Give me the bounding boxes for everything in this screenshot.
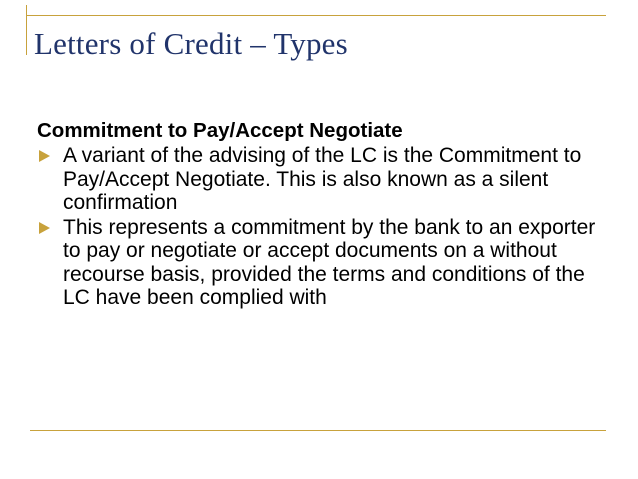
bullet-list (37, 144, 607, 310)
frame-left-line (26, 5, 27, 55)
bullet-item (37, 216, 607, 310)
subheading: Commitment to Pay/Accept Negotiate (37, 119, 403, 142)
frame-bottom-line (30, 430, 606, 431)
bullet-text: This represents a commitment by the bank to an exporter to pay or negotiate or accept documents on a without recourse basis, provided the terms and conditions of the LC have been complied with (63, 215, 596, 309)
frame-top-line (26, 15, 606, 16)
triangle-bullet-icon (39, 150, 50, 162)
slide-content (37, 119, 607, 311)
triangle-bullet-icon (39, 222, 50, 234)
bullet-item (37, 144, 607, 215)
bullet-text: A variant of the advising of the LC is the Commitment to Pay/Accept Negotiate. This is also known as a silent confirmation (63, 144, 582, 214)
slide-title: Letters of Credit – Types (34, 26, 348, 61)
